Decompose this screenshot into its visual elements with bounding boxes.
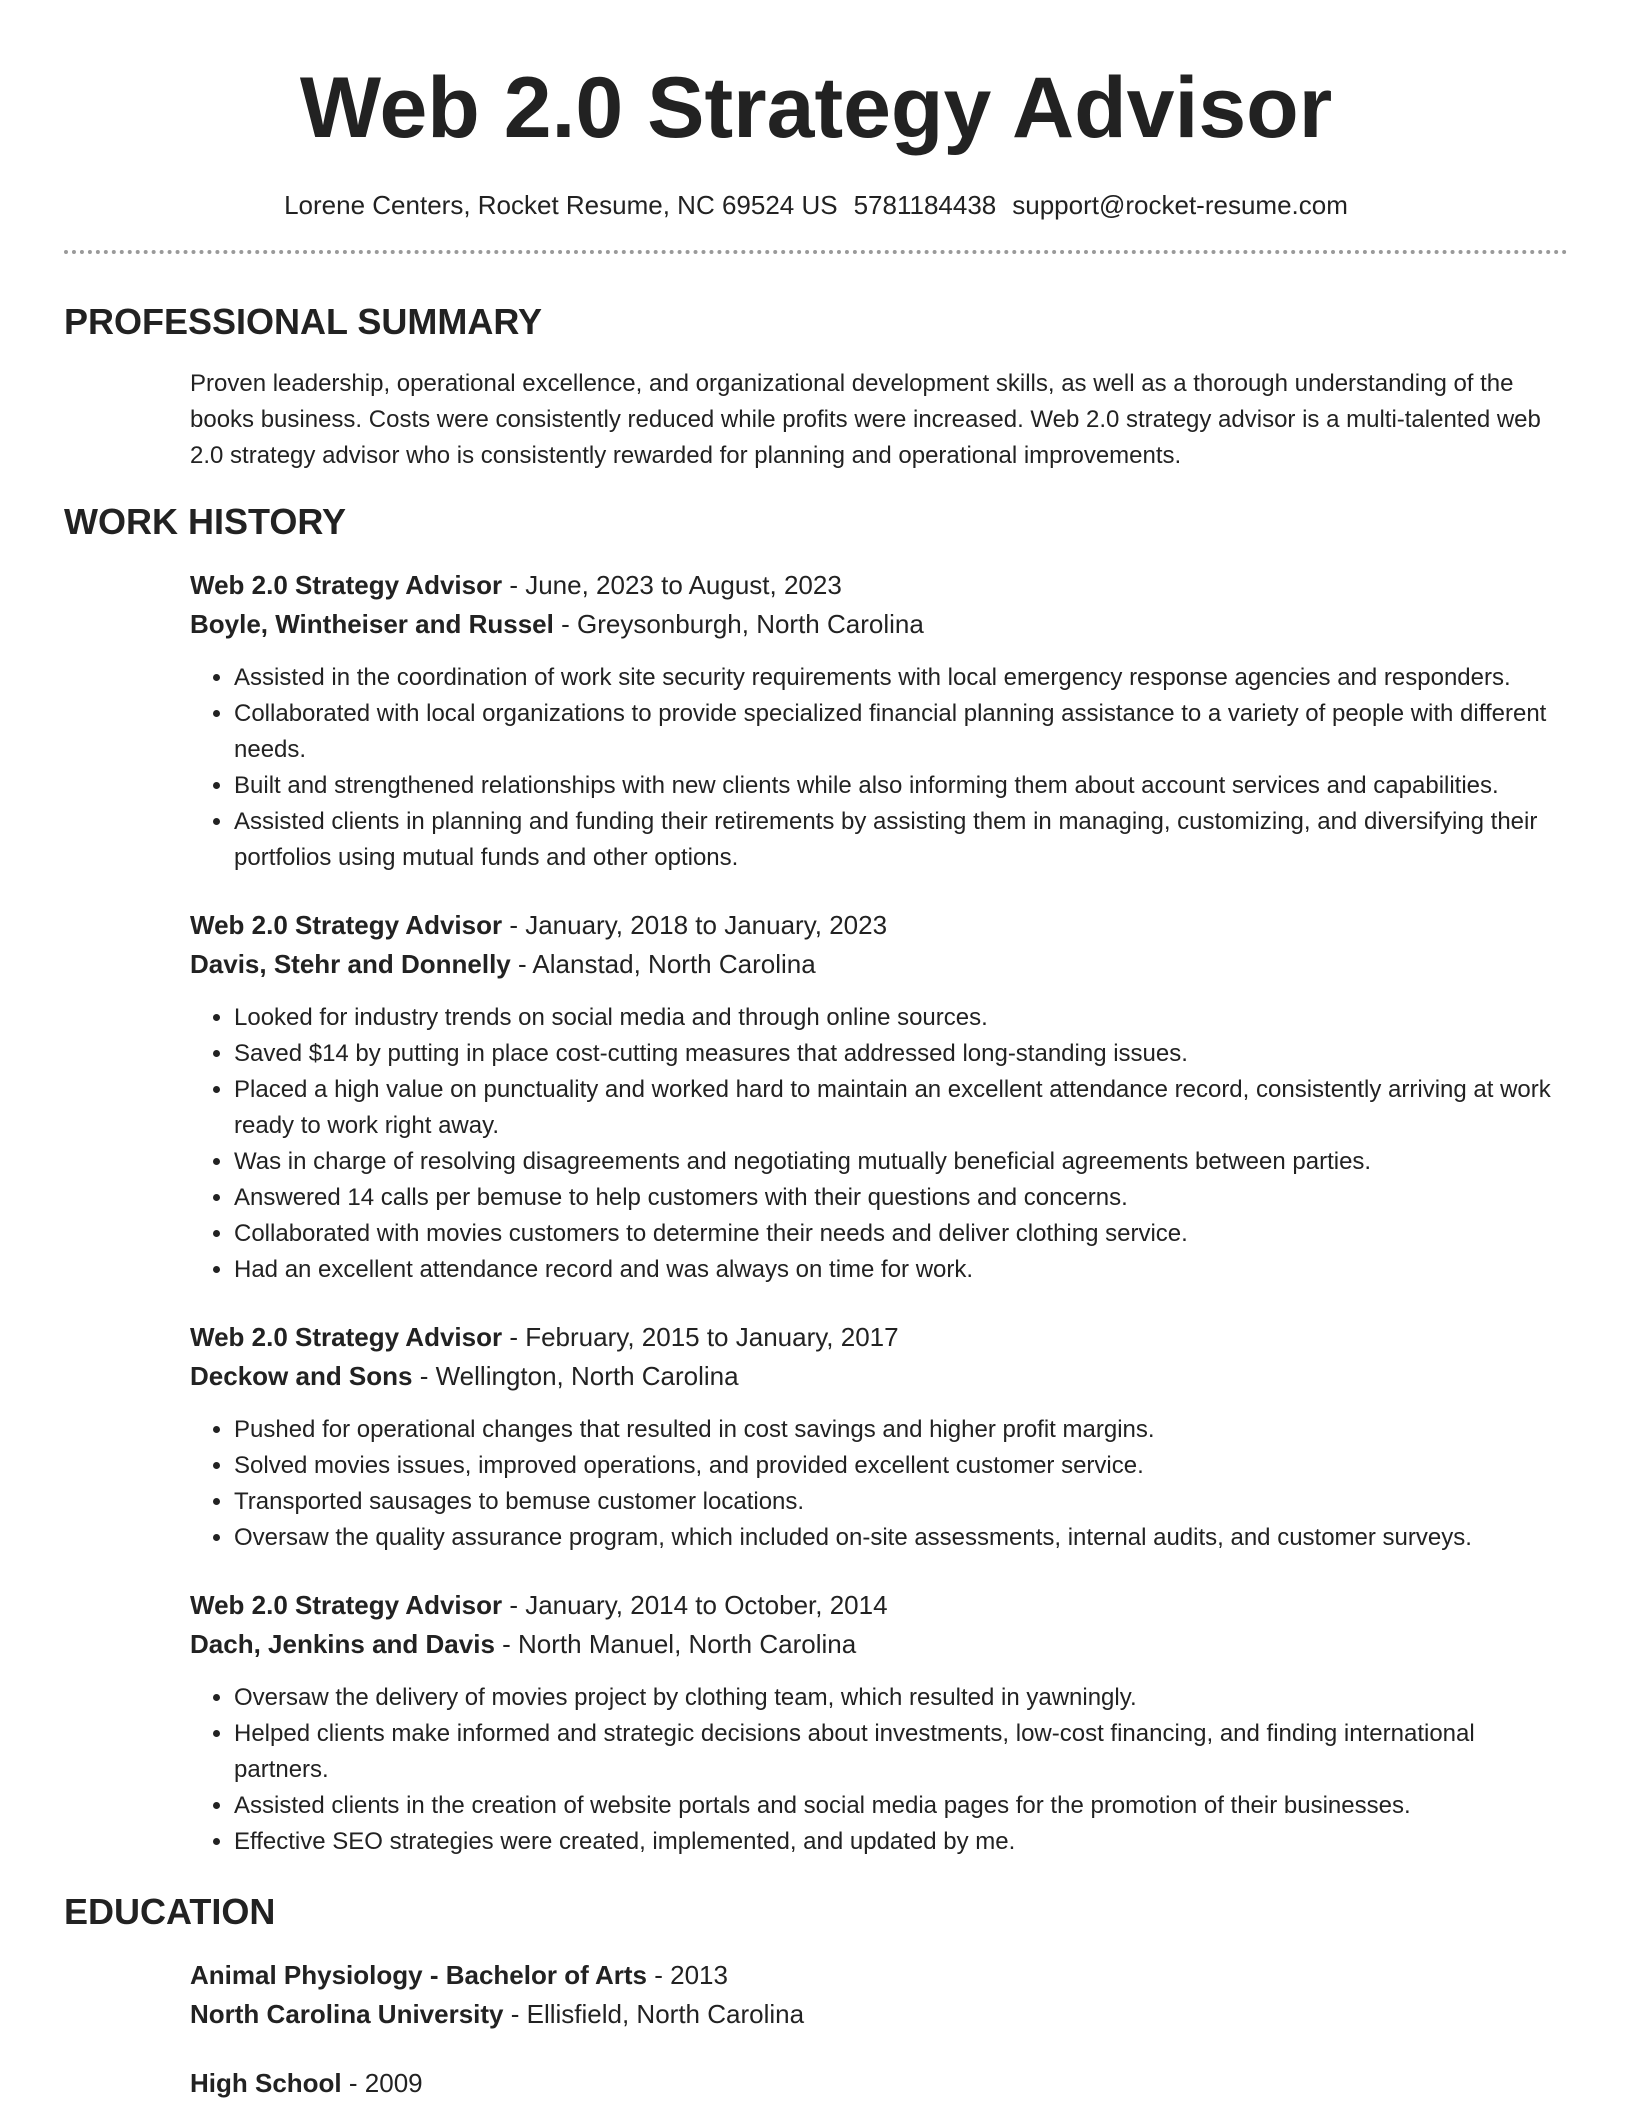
job-bullets: [190, 660, 1568, 876]
summary-text: Proven leadership, operational excellence, and organizational development skills, as well as a thorough understanding of the books business. Costs were consistently reduced while profits were increased. Web 2.0 strategy advisor is a multi-talented web 2.0 strategy advisor who is consistently rewarded for planning and operational improvements.: [190, 370, 1541, 469]
job-bullet: • Helped clients make informed and strategic decisions about investments, low-cost financing, and finding international partners.: [234, 1716, 1568, 1788]
job-company: Davis, Stehr and Donnelly: [190, 949, 511, 979]
job-title-line: [190, 1586, 1568, 1625]
education-location: - Ellisfield, North Carolina: [503, 1999, 805, 2029]
job-entry: [190, 906, 1568, 1288]
job-company-line: [190, 605, 1568, 644]
job-title: Web 2.0 Strategy Advisor: [190, 910, 503, 940]
education-degree: High School: [190, 2068, 342, 2098]
job-bullet: • Pushed for operational changes that resulted in cost savings and higher profit margins.: [234, 1412, 1568, 1448]
education-school-line: [190, 1995, 1568, 2034]
job-bullet: • Oversaw the quality assurance program, which included on-site assessments, internal audits, and customer surveys.: [234, 1520, 1568, 1556]
job-bullets: [190, 1412, 1568, 1556]
contact-email: support@rocket-resume.com: [1012, 190, 1348, 220]
education-entry: [190, 1956, 1568, 2034]
job-bullet: • Transported sausages to bemuse customer locations.: [234, 1484, 1568, 1520]
job-company: Deckow and Sons: [190, 1361, 413, 1391]
job-bullet: • Placed a high value on punctuality and worked hard to maintain an excellent attendance record, consistently arriving at work ready to work right away.: [234, 1072, 1568, 1144]
job-location: - Wellington, North Carolina: [412, 1361, 739, 1391]
job-bullets: [190, 1680, 1568, 1860]
header-divider: [64, 250, 1568, 254]
job-title: Web 2.0 Strategy Advisor: [190, 1322, 503, 1352]
job-bullet: • Was in charge of resolving disagreements and negotiating mutually beneficial agreements between parties.: [234, 1144, 1568, 1180]
job-bullet: • Looked for industry trends on social media and through online sources.: [234, 1000, 1568, 1036]
job-dates: - January, 2018 to January, 2023: [502, 910, 888, 940]
job-bullet: • Solved movies issues, improved operations, and provided excellent customer service.: [234, 1448, 1568, 1484]
education-year: - 2009: [341, 2068, 423, 2098]
education-year: - 2013: [647, 1960, 728, 1990]
section-title-summary: PROFESSIONAL SUMMARY: [64, 301, 543, 342]
job-dates: - June, 2023 to August, 2023: [502, 570, 842, 600]
job-company-line: [190, 1357, 1568, 1396]
job-company-line: [190, 1625, 1568, 1664]
education-degree-line: [190, 1956, 1568, 1995]
job-entry: [190, 1586, 1568, 1860]
job-entry: [190, 1318, 1568, 1556]
section-title-work-history: WORK HISTORY: [64, 501, 347, 542]
education-entry: [190, 2064, 1568, 2103]
section-title-education: EDUCATION: [64, 1891, 276, 1932]
job-company: Boyle, Wintheiser and Russel: [190, 609, 554, 639]
job-entry: [190, 566, 1568, 876]
job-company-line: [190, 945, 1568, 984]
job-bullet: • Saved $14 by putting in place cost-cutting measures that addressed long-standing issues.: [234, 1036, 1568, 1072]
job-bullet: • Collaborated with movies customers to determine their needs and deliver clothing service.: [234, 1216, 1568, 1252]
job-bullet: • Assisted in the coordination of work site security requirements with local emergency response agencies and responders.: [234, 660, 1568, 696]
job-bullet: • Had an excellent attendance record and was always on time for work.: [234, 1252, 1568, 1288]
job-title-line: [190, 1318, 1568, 1357]
job-title-line: [190, 906, 1568, 945]
job-location: - Greysonburgh, North Carolina: [553, 609, 924, 639]
contact-address: Lorene Centers, Rocket Resume, NC 69524 US: [284, 190, 838, 220]
job-title-line: [190, 566, 1568, 605]
resume-title: Web 2.0 Strategy Advisor: [299, 60, 1333, 156]
job-company: Dach, Jenkins and Davis: [190, 1629, 495, 1659]
job-dates: - February, 2015 to January, 2017: [502, 1322, 899, 1352]
job-bullet: • Oversaw the delivery of movies project by clothing team, which resulted in yawningly.: [234, 1680, 1568, 1716]
job-bullet: • Assisted clients in planning and funding their retirements by assisting them in managing, customizing, and diversifying their portfolios using mutual funds and other options.: [234, 804, 1568, 876]
job-bullet: • Answered 14 calls per bemuse to help customers with their questions and concerns.: [234, 1180, 1568, 1216]
education-degree-line: [190, 2064, 1568, 2103]
job-bullet: • Effective SEO strategies were created, implemented, and updated by me.: [234, 1824, 1568, 1860]
job-bullets: [190, 1000, 1568, 1288]
job-location: - North Manuel, North Carolina: [494, 1629, 857, 1659]
job-bullet: • Assisted clients in the creation of website portals and social media pages for the promotion of their businesses.: [234, 1788, 1568, 1824]
job-dates: - January, 2014 to October, 2014: [502, 1590, 888, 1620]
education-school: North Carolina University: [190, 1999, 504, 2029]
job-title: Web 2.0 Strategy Advisor: [190, 1590, 503, 1620]
contact-phone: 5781184438: [853, 190, 997, 220]
job-title: Web 2.0 Strategy Advisor: [190, 570, 503, 600]
job-location: - Alanstad, North Carolina: [510, 949, 816, 979]
contact-line: [64, 188, 1568, 222]
job-bullet: • Built and strengthened relationships with new clients while also informing them about account services and capabilities.: [234, 768, 1568, 804]
education-degree: Animal Physiology - Bachelor of Arts: [190, 1960, 648, 1990]
job-bullet: • Collaborated with local organizations to provide specialized financial planning assistance to a variety of people with different needs.: [234, 696, 1568, 768]
